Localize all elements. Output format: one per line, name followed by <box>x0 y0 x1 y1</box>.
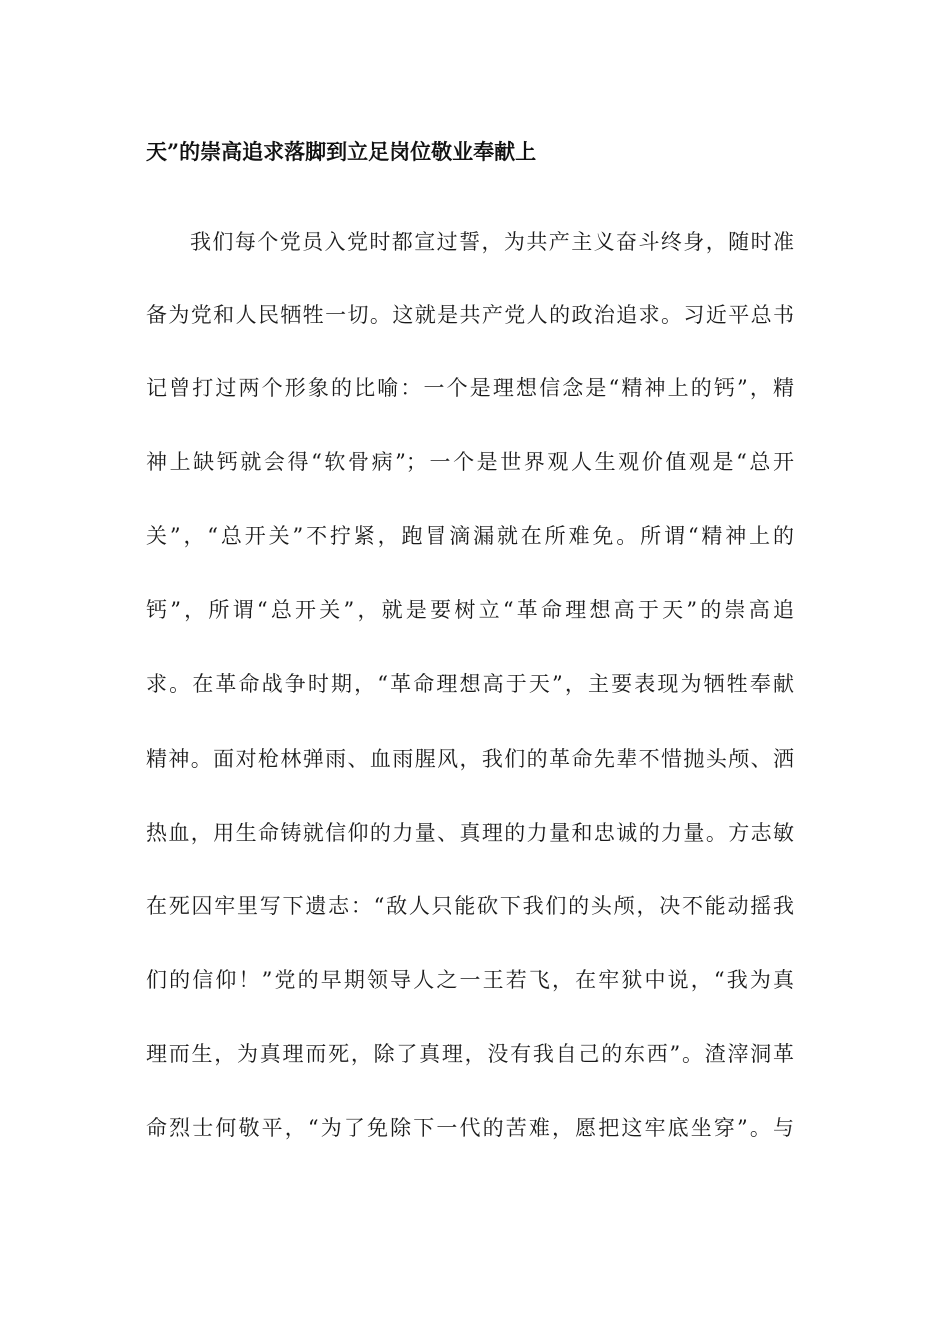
paragraph-line: 们的信仰！”党的早期领导人之一王若飞，在牢狱中说，“我为真 <box>146 968 794 992</box>
paragraph-line: 备为党和人民牺牲一切。这就是共产党人的政治追求。习近平总书 <box>146 303 794 327</box>
heading-continuation: 天”的崇高追求落脚到立足岗位敬业奉献上 <box>146 139 537 164</box>
paragraph-line: 我们每个党员入党时都宣过誓，为共产主义奋斗终身，随时准 <box>190 230 794 254</box>
paragraph-line: 记曾打过两个形象的比喻：一个是理想信念是“精神上的钙”，精 <box>146 376 794 400</box>
paragraph-line: 神上缺钙就会得“软骨病”；一个是世界观人生观价值观是“总开 <box>146 450 794 474</box>
paragraph-line: 理而生，为真理而死，除了真理，没有我自己的东西”。渣滓洞革 <box>146 1042 794 1066</box>
paragraph-line: 钙”，所谓“总开关”，就是要树立“革命理想高于天”的崇高追 <box>146 598 794 622</box>
paragraph-line: 求。在革命战争时期，“革命理想高于天”，主要表现为牺牲奉献 <box>146 672 794 696</box>
paragraph-line: 关”，“总开关”不拧紧，跑冒滴漏就在所难免。所谓“精神上的 <box>146 524 794 548</box>
paragraph-line: 精神。面对枪林弹雨、血雨腥风，我们的革命先辈不惜抛头颅、洒 <box>146 747 794 771</box>
paragraph-line: 在死囚牢里写下遗志：“敌人只能砍下我们的头颅，决不能动摇我 <box>146 894 794 918</box>
paragraph-line: 热血，用生命铸就信仰的力量、真理的力量和忠诚的力量。方志敏 <box>146 821 794 845</box>
paragraph-line: 命烈士何敬平，“为了免除下一代的苦难，愿把这牢底坐穿”。与 <box>146 1116 794 1140</box>
